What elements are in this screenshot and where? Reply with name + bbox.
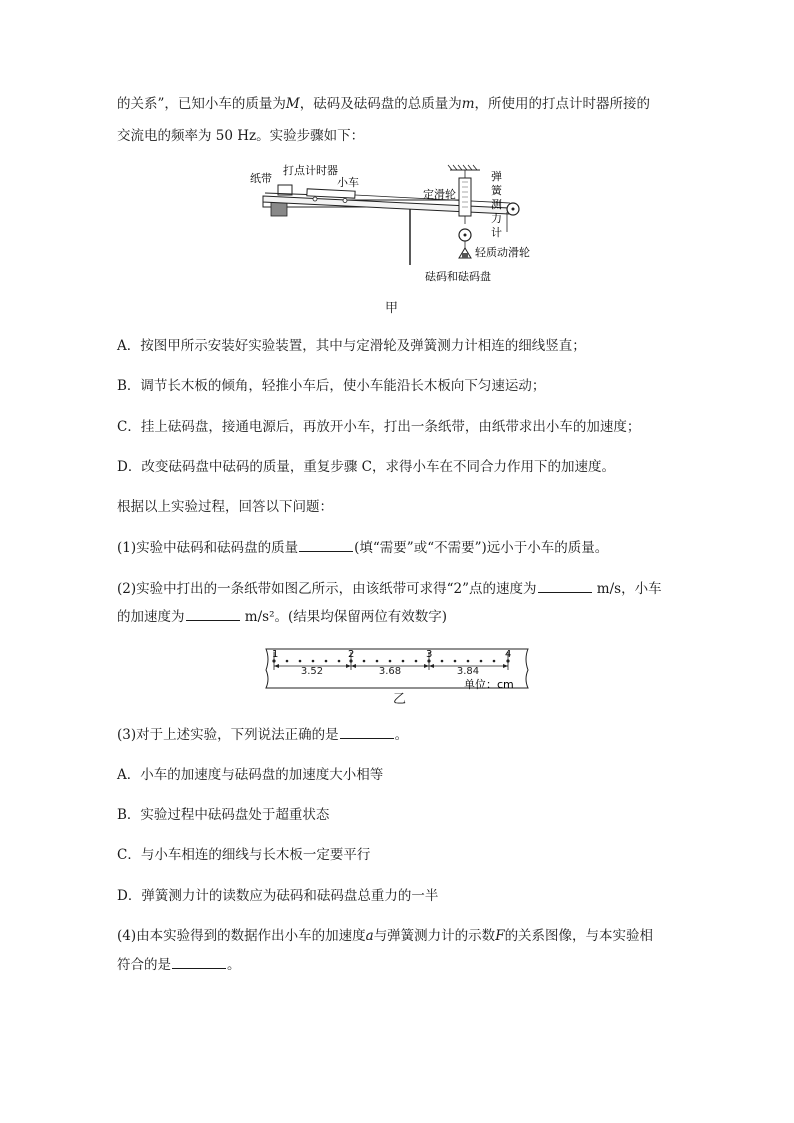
step-c: C．挂上砝码盘，接通电源后，再放开小车，打出一条纸带，由纸带求出小车的加速度； (117, 419, 641, 435)
text: 与弹簧测力计的示数 (373, 928, 496, 944)
tape-dot (493, 660, 496, 663)
text: m/s，小车 (592, 581, 662, 597)
text: 。 (394, 727, 409, 743)
tape-dot (402, 660, 405, 663)
label-paper-tape: 纸带 (250, 172, 272, 185)
distance-label-1: 3.52 (300, 666, 324, 677)
tape-dot (376, 660, 379, 663)
label-spring-scale-3: 测 (491, 198, 502, 211)
var-F: F (495, 928, 505, 944)
text: 的加速度为 (117, 609, 185, 625)
text: ，所使用的打点计时器所接的 (474, 96, 651, 112)
text: ，砝码及砝码盘的总质量为 (299, 96, 462, 112)
text: 的关系”，已知小车的质量为 (117, 96, 286, 112)
answer-blank[interactable] (538, 578, 592, 593)
point-label-4: 4 (505, 649, 512, 660)
weights (462, 253, 468, 258)
var-m: m (461, 96, 475, 112)
tape-dot (480, 660, 483, 663)
text: 的关系图像，与本实验相 (504, 928, 654, 944)
step-b: B．调节长木板的倾角，轻推小车后，使小车能沿长木板向下匀速运动； (117, 378, 546, 394)
step-a: A．按图甲所示安装好实验装置，其中与定滑轮及弹簧测力计相连的细线竖直； (117, 338, 586, 354)
apparatus-figure (245, 160, 545, 290)
tape-dot (454, 660, 457, 663)
text: (3)对于上述实验，下列说法正确的是 (117, 727, 339, 743)
paper-tape-figure (258, 646, 534, 694)
step-d: D．改变砝码盘中砝码的质量，重复步骤 C，求得小车在不同合力作用下的加速度。 (117, 459, 615, 475)
tape-dot (338, 660, 341, 663)
cart-wheel (343, 199, 347, 203)
text: 符合的是 (117, 957, 171, 973)
label-spring-scale-5: 计 (491, 226, 502, 239)
pulley-axle (512, 208, 515, 211)
distance-label-2: 3.68 (378, 666, 402, 677)
tape-dot (299, 660, 302, 663)
option-a: A．小车的加速度与砝码盘的加速度大小相等 (117, 767, 384, 783)
prompt: 根据以上实验过程，回答以下问题： (117, 499, 333, 515)
option-d: D．弹簧测力计的读数应为砝码和砝码盘总重力的一半 (117, 888, 439, 904)
answer-blank[interactable] (172, 954, 226, 969)
tape-dot (286, 660, 289, 663)
unit-label: 单位：cm (464, 678, 514, 691)
question-3 (117, 724, 408, 745)
question-1 (117, 537, 608, 558)
tape-dot (325, 660, 328, 663)
question-4-line-2 (117, 954, 241, 975)
option-c: C．与小车相连的细线与长木板一定要平行 (117, 847, 371, 863)
label-spring-scale-2: 簧 (491, 184, 502, 197)
tape-dot (389, 660, 392, 663)
point-label-3: 3 (426, 649, 433, 660)
tape-dot (467, 660, 470, 663)
point-label-2: 2 (348, 649, 355, 660)
figure-caption-jia: 甲 (385, 301, 399, 316)
tape-dot (441, 660, 444, 663)
support-block (271, 202, 287, 216)
label-timer: 打点计时器 (283, 164, 338, 177)
tape-dot (363, 660, 366, 663)
label-fixed-pulley: 定滑轮 (423, 188, 456, 201)
label-spring-scale-1: 弹 (491, 170, 502, 183)
option-b: B．实验过程中砝码盘处于超重状态 (117, 807, 330, 823)
question-2-line-1 (117, 578, 662, 599)
label-spring-scale-4: 力 (491, 212, 502, 225)
distance-label-3: 3.84 (456, 666, 480, 677)
text: (4)由本实验得到的数据作出小车的加速度 (117, 928, 366, 944)
answer-blank[interactable] (299, 537, 353, 552)
ceiling-hatch (448, 165, 477, 170)
text: 。 (227, 957, 241, 973)
var-M: M (285, 96, 300, 112)
intro-line-1 (117, 94, 650, 114)
label-cart: 小车 (337, 176, 359, 189)
answer-blank[interactable] (186, 606, 240, 621)
text: (1)实验中砝码和砝码盘的质量 (117, 540, 299, 556)
cart-wheel (313, 197, 317, 201)
text: (填“需要”或“不需要”)远小于小车的质量。 (354, 540, 609, 556)
text: (2)实验中打出的一条纸带如图乙所示，由该纸带可求得“2”点的速度为 (117, 581, 537, 597)
question-4-line-1 (117, 926, 653, 946)
point-label-1: 1 (272, 649, 279, 660)
cart-body (307, 189, 355, 198)
question-2-line-2 (117, 606, 447, 627)
intro-line-2: 交流电的频率为 50 Hz。实验步骤如下： (117, 128, 365, 144)
text: m/s²。(结果均保留两位有效数字) (240, 609, 448, 625)
figure-caption-yi: 乙 (393, 692, 407, 707)
answer-blank[interactable] (340, 724, 394, 739)
label-weights: 砝码和砝码盘 (425, 270, 491, 283)
tape-dot (415, 660, 418, 663)
var-a: a (365, 928, 374, 944)
label-movable-pulley: 轻质动滑轮 (475, 246, 530, 259)
tape-dot (312, 660, 315, 663)
pulley-axle (464, 234, 467, 237)
